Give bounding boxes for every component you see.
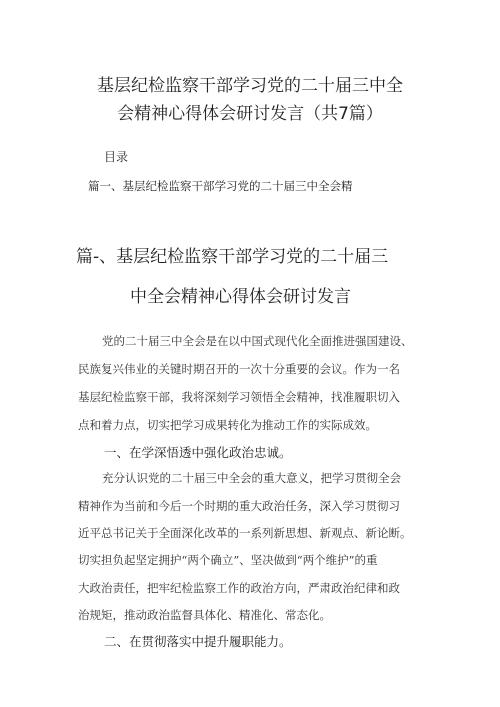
toc-item-1: 篇一、基层纪检监察干部学习党的二十届三中全会精 bbox=[88, 179, 353, 193]
toc-heading: 目录 bbox=[104, 150, 129, 164]
document-title-line-2: 会精神心得体会研讨发言（共7篇） bbox=[117, 104, 383, 124]
subheading-1: 一、在学深悟透中强化政治忠诚。 bbox=[104, 445, 292, 460]
paragraph-2-line-1: 充分认识党的二十届三中全会的重大意义，把学习贯彻全会 bbox=[102, 471, 401, 485]
section-title-line-1: 篇-、基层纪检监察干部学习党的二十届三 bbox=[76, 247, 389, 267]
document-title-line-1: 基层纪检监察干部学习党的二十届三中全 bbox=[97, 76, 403, 96]
paragraph-1-line-4: 点和着力点，切实把学习成果转化为推动工作的实际成效。 bbox=[78, 418, 377, 432]
paragraph-2-line-4: 切实担负起坚定拥护“两个确立”、坚决做到“两个维护”的重 bbox=[78, 553, 378, 567]
paragraph-2-line-2: 精神作为当前和今后一个时期的重大政治任务，深入学习贯彻习 bbox=[78, 499, 400, 513]
subheading-2: 二、在贯彻落实中提升履职能力。 bbox=[104, 634, 292, 649]
paragraph-1-line-3: 基层纪检监察干部，我将深刻学习领悟全会精神，找准履职切入 bbox=[78, 390, 400, 404]
paragraph-1-line-2: 民族复兴伟业的关键时期召开的一次十分重要的会议。作为一名 bbox=[78, 362, 400, 376]
paragraph-2-line-3: 近平总书记关于全面深化改革的一系列新思想、新观点、新论断。 bbox=[78, 526, 412, 540]
paragraph-2-line-6: 治规矩，推动政治监督具体化、精准化、常态化。 bbox=[78, 608, 331, 622]
section-title-line-2: 中全会精神心得体会研讨发言 bbox=[130, 287, 351, 307]
paragraph-1-line-1: 党的二十届三中全会是在以中国式现代化全面推进强国建设、 bbox=[102, 334, 413, 348]
paragraph-2-line-5: 大政治责任，把牢纪检监察工作的政治方向，严肃政治纪律和政 bbox=[78, 581, 400, 595]
